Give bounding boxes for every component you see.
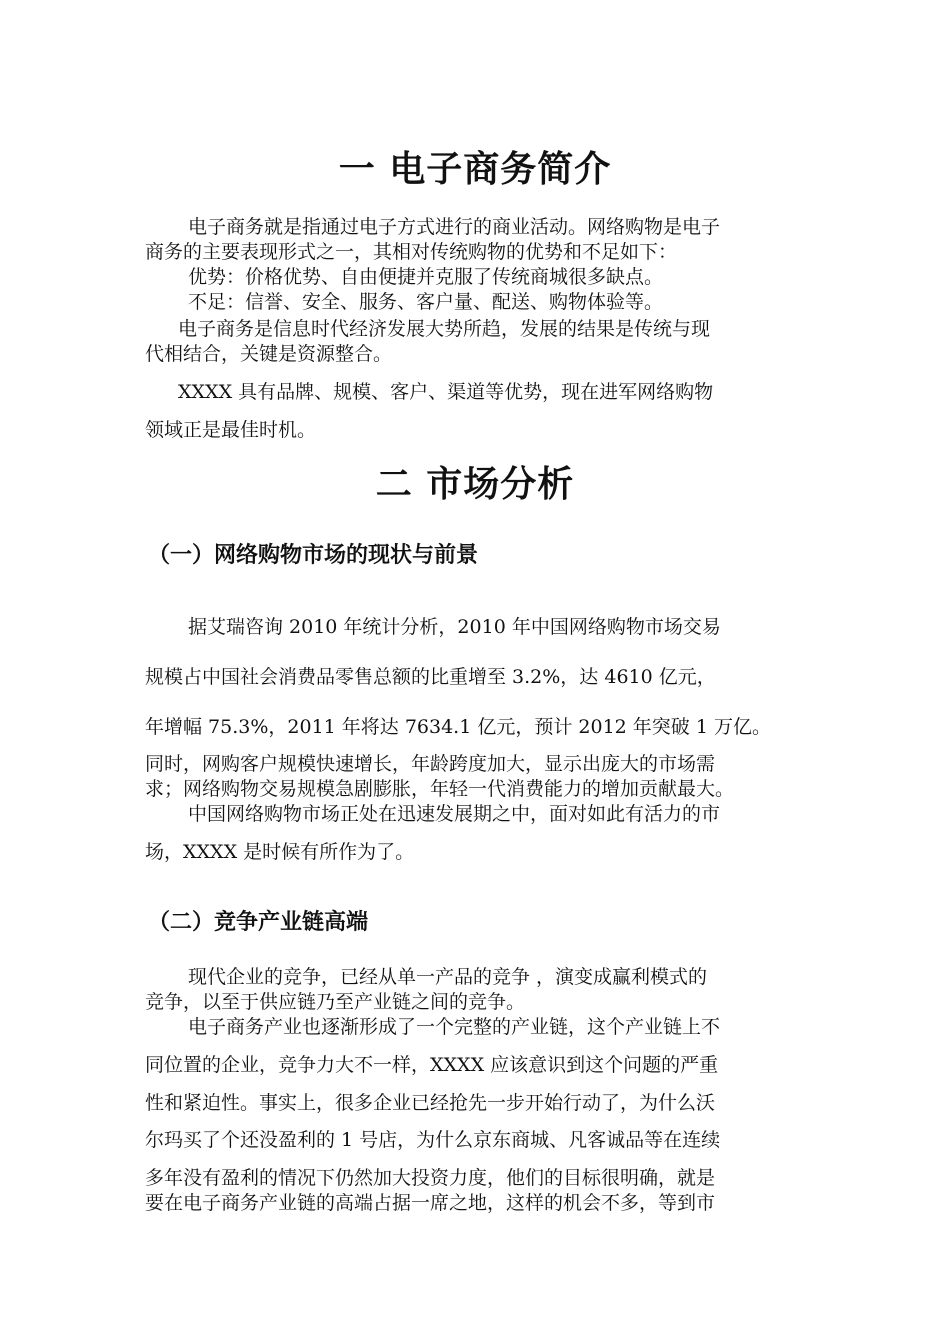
section-1-line-5: 电子商务是信息时代经济发展大势所趋，发展的结果是传统与现 — [178, 318, 711, 340]
subsection-1-line-7: 场，XXXX 是时候有所作为了。 — [145, 841, 415, 863]
subsection-1-line-1: 据艾瑞咨询 2010 年统计分析，2010 年中国网络购物市场交易 — [188, 616, 721, 638]
section-1-title: 一 电子商务简介 — [338, 149, 612, 190]
subsection-1-line-3: 年增幅 75.3%，2011 年将达 7634.1 亿元，预计 2012 年突破 1 万亿。 — [145, 716, 771, 738]
subsection-2-line-7: 多年没有盈利的情况下仍然加大投资力度，他们的目标很明确，就是 — [145, 1167, 716, 1189]
subsection-1-line-5: 求；网络购物交易规模急剧膨胀，年轻一代消费能力的增加贡献最大。 — [145, 778, 735, 800]
subsection-2-line-1: 现代企业的竞争，已经从单一产品的竞争 ，演变成赢利模式的 — [188, 966, 708, 988]
section-1-line-3: 优势：价格优势、自由便捷并克服了传统商城很多缺点。 — [188, 266, 664, 288]
subsection-2-line-2: 竞争，以至于供应链乃至产业链之间的竞争。 — [145, 991, 526, 1013]
subsection-2-line-6: 尔玛买了个还没盈利的 1 号店，为什么京东商城、凡客诚品等在连续 — [145, 1129, 721, 1151]
section-1-line-8: 领域正是最佳时机。 — [145, 419, 317, 441]
subsection-1-line-6: 中国网络购物市场正处在迅速发展期之中，面对如此有活力的市 — [188, 803, 721, 825]
section-1-line-6: 代相结合，关键是资源整合。 — [145, 343, 393, 365]
subsection-2-heading: （二）竞争产业链高端 — [148, 910, 369, 935]
subsection-1-line-2: 规模占中国社会消费品零售总额的比重增至 3.2%，达 4610 亿元， — [145, 666, 716, 688]
subsection-2-line-3: 电子商务产业也逐渐形成了一个完整的产业链，这个产业链上不 — [188, 1016, 721, 1038]
section-2-title: 二 市场分析 — [375, 464, 575, 505]
subsection-1-line-4: 同时，网购客户规模快速增长，年龄跨度加大，显示出庞大的市场需 — [145, 753, 716, 775]
section-1-line-4: 不足：信誉、安全、服务、客户量、配送、购物体验等。 — [188, 291, 664, 313]
section-1-line-7: XXXX 具有品牌、规模、客户、渠道等优势，现在进军网络购物 — [178, 381, 714, 403]
subsection-2-line-5: 性和紧迫性。事实上，很多企业已经抢先一步开始行动了，为什么沃 — [145, 1092, 716, 1114]
subsection-1-heading: （一）网络购物市场的现状与前景 — [148, 543, 479, 568]
subsection-2-line-8: 要在电子商务产业链的高端占据一席之地，这样的机会不多，等到市 — [145, 1192, 716, 1214]
section-1-line-1: 电子商务就是指通过电子方式进行的商业活动。网络购物是电子 — [188, 216, 721, 238]
subsection-2-line-4: 同位置的企业，竞争力大不一样，XXXX 应该意识到这个问题的严重 — [145, 1054, 719, 1076]
section-1-line-2: 商务的主要表现形式之一，其相对传统购物的优势和不足如下： — [145, 241, 678, 263]
